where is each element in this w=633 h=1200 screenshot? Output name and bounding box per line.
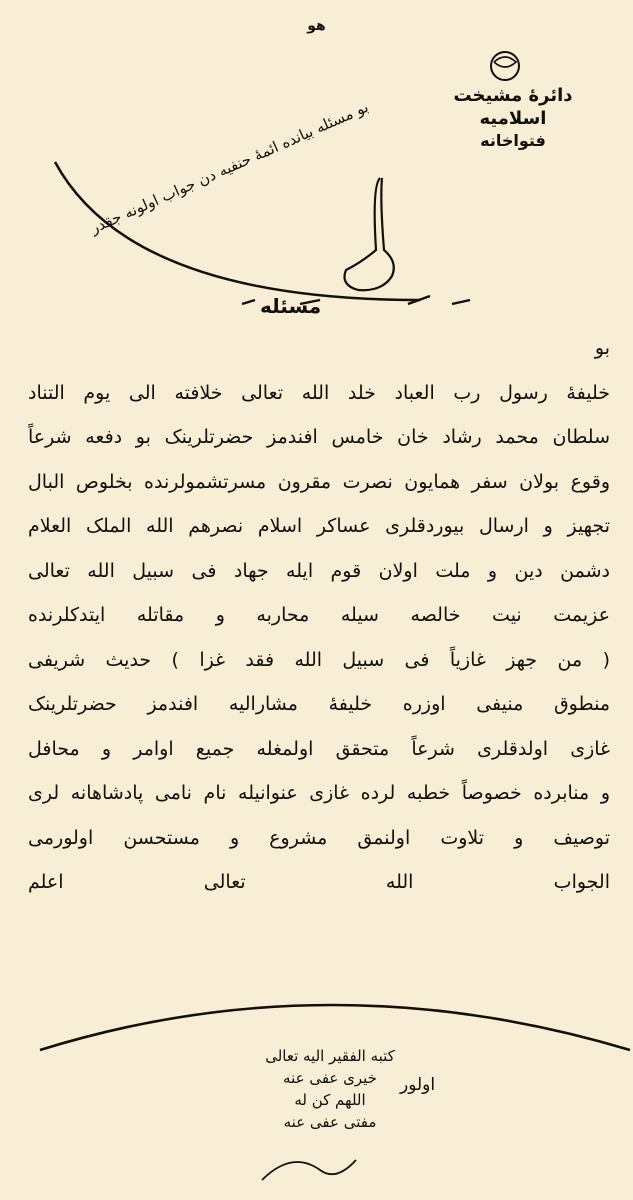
margin-note: بو مسئله بیانده ائمهٔ حنفیه دن جواب اولونه جقدر [87,97,372,238]
office-seal [418,38,608,150]
body-line: و منابرده خصوصاً خطبه لرده غازی عنوانیله نام نامی پادشاهانه لری [28,782,610,804]
seal-subtitle: فتواخانه [480,130,546,150]
body-line: دشمن دین و ملت اولان قوم ایله جهاد فی سبیل الله تعالی [28,559,610,582]
body-line: تجهیز و ارسال بیوردقلری عساکر اسلام نصرهم الله الملک العلام [28,515,610,537]
body-line: عزیمت نیت خالصه سیله محاربه و مقاتله ایتدکلرنده [28,604,610,626]
signature-line: خیری عفی عنه [283,1069,377,1087]
answer-olur: اولور [400,1075,436,1095]
signature-flourish [262,1160,356,1180]
body-line: ( من جهز غازیاً فی سبیل الله فقد غزا ) حدیث شریفی [28,648,610,671]
signature-block [200,1045,460,1133]
signature-line: مفتی عفی عنه [283,1113,377,1131]
body-line: توصیف و تلاوت اولنمق مشروع و مستحسن اولورمی [28,826,610,849]
signature-line: اللهم کن له [294,1091,366,1109]
answer-arc [40,1005,630,1050]
body-line: وقوع بولان سفر همایون نصرت مقرون مسرتشمولرنده بخلوص البال [28,470,610,493]
body-line: غازی اولدقلری شرعاً متحقق اولمغله جمیع اوامر و محافل [28,737,610,760]
body-line: خلیفهٔ رسول رب العباد خلد الله تعالی خلافته الی یوم التناد [28,381,610,404]
seal-title: دائرهٔ مشیخت اسلامیه [453,85,573,130]
question-header: مسئله [260,294,322,318]
body-line: بو [594,337,610,359]
body-line: سلطان محمد رشاد خان خامس افندمز حضرتلرینک بو دفعه شرعاً [28,426,610,448]
body-line: الجواب الله تعالی اعلم [28,871,610,893]
invocation: هو [307,18,326,34]
fatwa-body [28,326,610,905]
body-line: منطوق منیفی اوزره خلیفهٔ مشارالیه افندمز حضرتلرینک [28,693,610,715]
signature-line: کتبه الفقیر الیه تعالی [265,1047,395,1065]
